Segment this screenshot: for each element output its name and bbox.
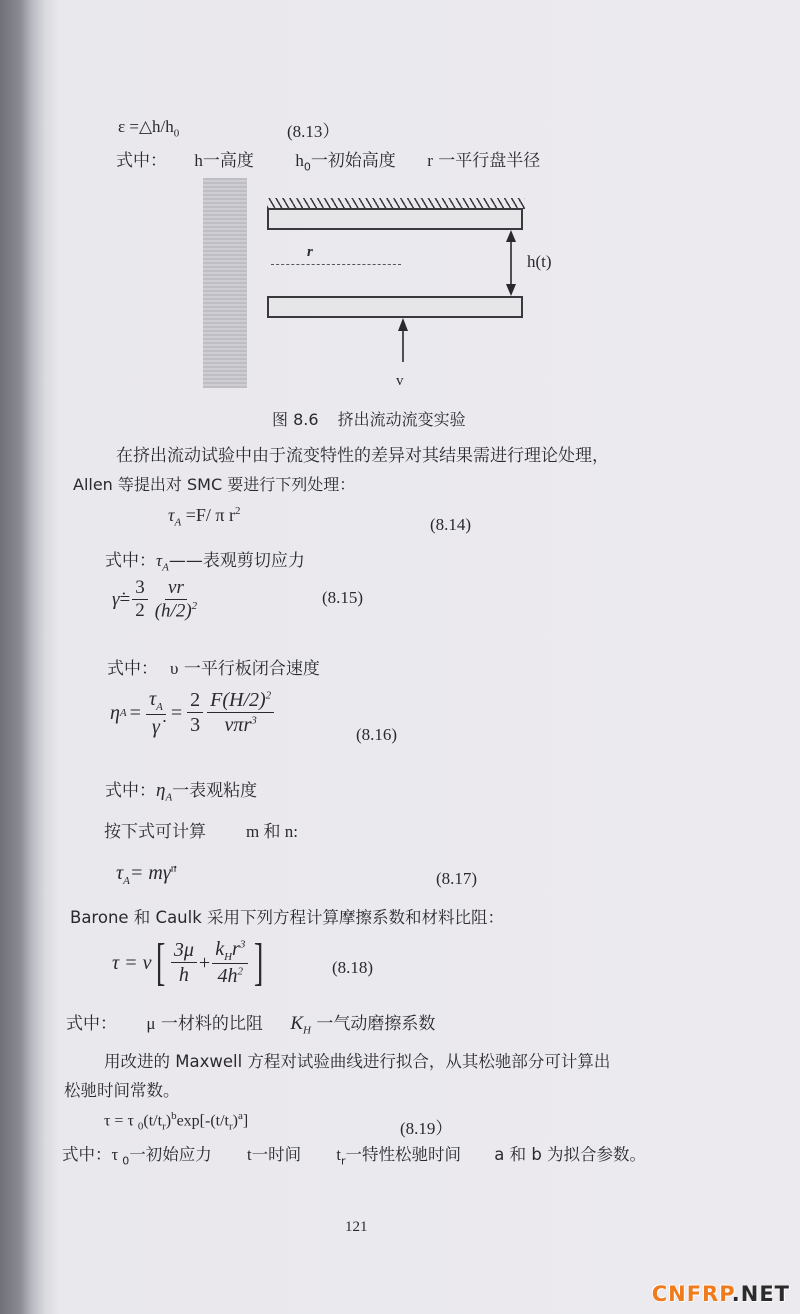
numerator-k: k — [215, 937, 225, 960]
subscript: H — [303, 1024, 311, 1037]
numerator: 3 — [132, 577, 148, 600]
legend-8-13 — [116, 146, 540, 173]
coefficient-fraction — [132, 577, 148, 623]
legend-symbol: μ — [146, 1014, 156, 1033]
legend-symbol: h — [295, 151, 304, 170]
equals-sign: = — [119, 588, 131, 610]
right-bracket: ] — [254, 934, 264, 991]
denominator: 3 — [190, 714, 201, 737]
denominator-base: 4h — [217, 965, 238, 988]
legend-symbol: h — [194, 151, 203, 170]
numerator — [207, 689, 274, 713]
legend-desc: 一时间 — [251, 1145, 302, 1164]
radius-line — [271, 264, 401, 265]
numerator-base: τ — [148, 688, 157, 710]
figure-8-6-diagram — [203, 178, 559, 396]
equation-rhs: =F/ π r — [181, 505, 235, 525]
paragraph-1-line-1: 在挤出流动试验中由于流变特性的差异对其结果需进行理论处理， — [116, 446, 609, 466]
subscript: r — [162, 1120, 166, 1133]
equation-8-13-label: (8.13） — [287, 122, 340, 141]
equation-lhs: τ = v — [112, 951, 152, 974]
legend-8-19 — [62, 1141, 646, 1167]
eta-symbol: η — [110, 701, 120, 724]
denominator-base: (h/2) — [154, 600, 192, 622]
equation-8-18-label: (8.18) — [332, 958, 374, 977]
legend-desc: 一高度 — [202, 151, 254, 171]
superscript: a — [237, 1110, 243, 1122]
figure-number: 图 8.6 — [272, 410, 319, 429]
plus-sign: + — [198, 951, 211, 974]
superscript: 2 — [265, 689, 272, 702]
equation-8-14-label: (8.14) — [430, 515, 472, 534]
calc-note-vars: m 和 n: — [246, 822, 298, 841]
superscript: n — [170, 862, 177, 875]
equation-8-13-formula: ε =△h/h — [118, 117, 174, 136]
formula-part: ) — [165, 1112, 172, 1130]
denominator: 2 — [135, 600, 145, 621]
legend-desc: a 和 b 为拟合参数。 — [494, 1145, 647, 1164]
height-double-arrow-icon — [501, 230, 521, 296]
figure-title: 挤出流动流变实验 — [337, 410, 466, 429]
watermark-logo — [652, 1282, 790, 1306]
superscript: 2 — [234, 505, 241, 517]
watermark-part-2: .NET — [731, 1282, 790, 1306]
legend-desc: 一平行盘半径 — [432, 151, 541, 171]
superscript: 2 — [237, 965, 243, 978]
legend-8-16 — [105, 776, 257, 803]
denominator — [222, 713, 260, 737]
left-bracket: [ — [155, 934, 165, 991]
legend-prefix: 式中： — [105, 551, 156, 571]
superscript: b — [171, 1110, 177, 1122]
numerator — [146, 688, 166, 715]
numerator-r: r — [232, 937, 240, 960]
paragraph-3-line-1: 用改进的 Maxwell 方程对试验曲线进行拟合，从其松驰部分可计算出 — [104, 1052, 611, 1071]
legend-prefix: 式中： — [62, 1145, 112, 1164]
figure-shading — [203, 178, 247, 388]
equation-8-16-label: (8.16) — [356, 725, 398, 744]
equation-8-15 — [112, 577, 202, 623]
numerator-base: F(H/2) — [210, 689, 266, 712]
numerator: vr — [165, 577, 187, 600]
equation-8-14 — [168, 505, 240, 529]
legend-symbol: τ — [156, 551, 163, 570]
term-1-fraction — [171, 939, 197, 987]
subscript: r — [340, 1154, 346, 1168]
subscript: A — [162, 561, 169, 574]
equation-8-19-label: (8.19） — [400, 1119, 453, 1138]
legend-symbol: r — [427, 151, 433, 170]
legend-desc: 一平行板闭合速度 — [178, 659, 320, 679]
equation-8-13 — [118, 117, 179, 139]
subscript: 0 — [122, 1154, 130, 1168]
legend-symbol: υ — [170, 659, 179, 678]
subscript: H — [224, 950, 233, 963]
subscript: A — [123, 875, 130, 887]
equation-rhs: = mγ̇ — [129, 862, 171, 884]
legend-desc: 一初始高度 — [310, 151, 396, 171]
height-label: h(t) — [527, 252, 552, 271]
legend-symbol: K — [290, 1013, 304, 1034]
main-fraction — [152, 577, 200, 623]
radius-label: r — [307, 244, 313, 260]
paragraph-1-line-2: Allen 等提出对 SMC 要进行下列处理： — [73, 475, 356, 494]
denominator — [152, 600, 200, 623]
watermark-part-1: CNFRP — [651, 1282, 732, 1306]
page-number: 121 — [345, 1219, 368, 1235]
figure-caption — [272, 407, 466, 430]
tau-symbol: τ — [116, 862, 124, 884]
tau-symbol: τ — [168, 505, 175, 525]
formula-part: (t/t — [143, 1112, 163, 1130]
upper-plate — [267, 208, 523, 230]
superscript: 3 — [251, 714, 257, 727]
denominator — [215, 964, 247, 988]
legend-desc: 一气动磨擦系数 — [310, 1014, 436, 1034]
shear-rate-symbol: γ̇ — [112, 588, 120, 610]
subscript: A — [174, 516, 182, 529]
equation-8-18 — [112, 934, 268, 991]
legend-symbol: t — [247, 1145, 252, 1164]
numerator — [212, 938, 248, 965]
formula-part: ) — [232, 1112, 238, 1130]
legend-prefix: 式中： — [66, 1014, 117, 1034]
legend-desc: 一表观粘度 — [172, 781, 258, 801]
subscript: 0 — [303, 160, 311, 174]
equation-8-16: η A = $\frac{\tau_A}{\gammȧ}$ = $\frac{2}{3}$ $\frac{F(H/2)^2}{v\pi r^3}$ — [110, 688, 276, 739]
denominator-base: vπr — [224, 714, 252, 737]
legend-desc: 一材料的比阻 — [155, 1014, 263, 1034]
subscript: A — [165, 791, 173, 804]
legend-8-18 — [66, 1009, 435, 1036]
formula-part: exp[-(t/t — [176, 1112, 229, 1130]
velocity-arrow-icon — [395, 318, 411, 362]
legend-desc: ——表观剪切应力 — [168, 551, 305, 571]
superscript: 3 — [239, 938, 246, 951]
denominator: h — [178, 964, 189, 986]
term-2-fraction — [212, 938, 248, 989]
legend-prefix: 式中： — [116, 151, 167, 171]
formula-part: ] — [242, 1112, 249, 1130]
formula-part: τ = τ — [104, 1112, 138, 1130]
equation-8-17 — [116, 862, 176, 887]
superscript: 2 — [191, 599, 198, 612]
subscript: A — [156, 701, 163, 713]
denominator: γ̇ — [151, 715, 160, 738]
main-fraction — [207, 689, 274, 737]
legend-desc: 一特性松驰时间 — [345, 1145, 461, 1164]
equation-8-17-label: (8.17) — [436, 869, 478, 888]
legend-8-15 — [107, 654, 320, 679]
legend-symbol: τ — [111, 1145, 123, 1164]
legend-8-14 — [105, 546, 305, 573]
legend-desc: 一初始应力 — [129, 1145, 212, 1164]
velocity-label: v — [396, 373, 404, 389]
equation-8-15-label: (8.15) — [322, 588, 364, 607]
subscript: 0 — [173, 127, 180, 140]
coefficient-fraction — [187, 689, 203, 737]
subscript: A — [119, 707, 127, 720]
calc-note — [104, 817, 298, 842]
legend-symbol: t — [336, 1145, 341, 1164]
paragraph-3-line-2: 松驰时间常数。 — [64, 1081, 180, 1100]
calc-note-text: 按下式可计算 — [104, 822, 206, 842]
stress-rate-fraction — [146, 688, 166, 739]
legend-prefix: 式中： — [107, 659, 158, 679]
subscript: 0 — [137, 1120, 144, 1133]
paragraph-2: Barone 和 Caulk 采用下列方程计算摩擦系数和材料比阻： — [70, 908, 505, 927]
lower-plate — [267, 296, 523, 318]
legend-prefix: 式中： — [105, 781, 156, 801]
equation-8-19 — [104, 1110, 248, 1133]
numerator: 2 — [187, 689, 203, 713]
subscript: r — [228, 1120, 233, 1133]
legend-symbol: η — [156, 780, 166, 801]
numerator: 3μ — [171, 939, 197, 963]
